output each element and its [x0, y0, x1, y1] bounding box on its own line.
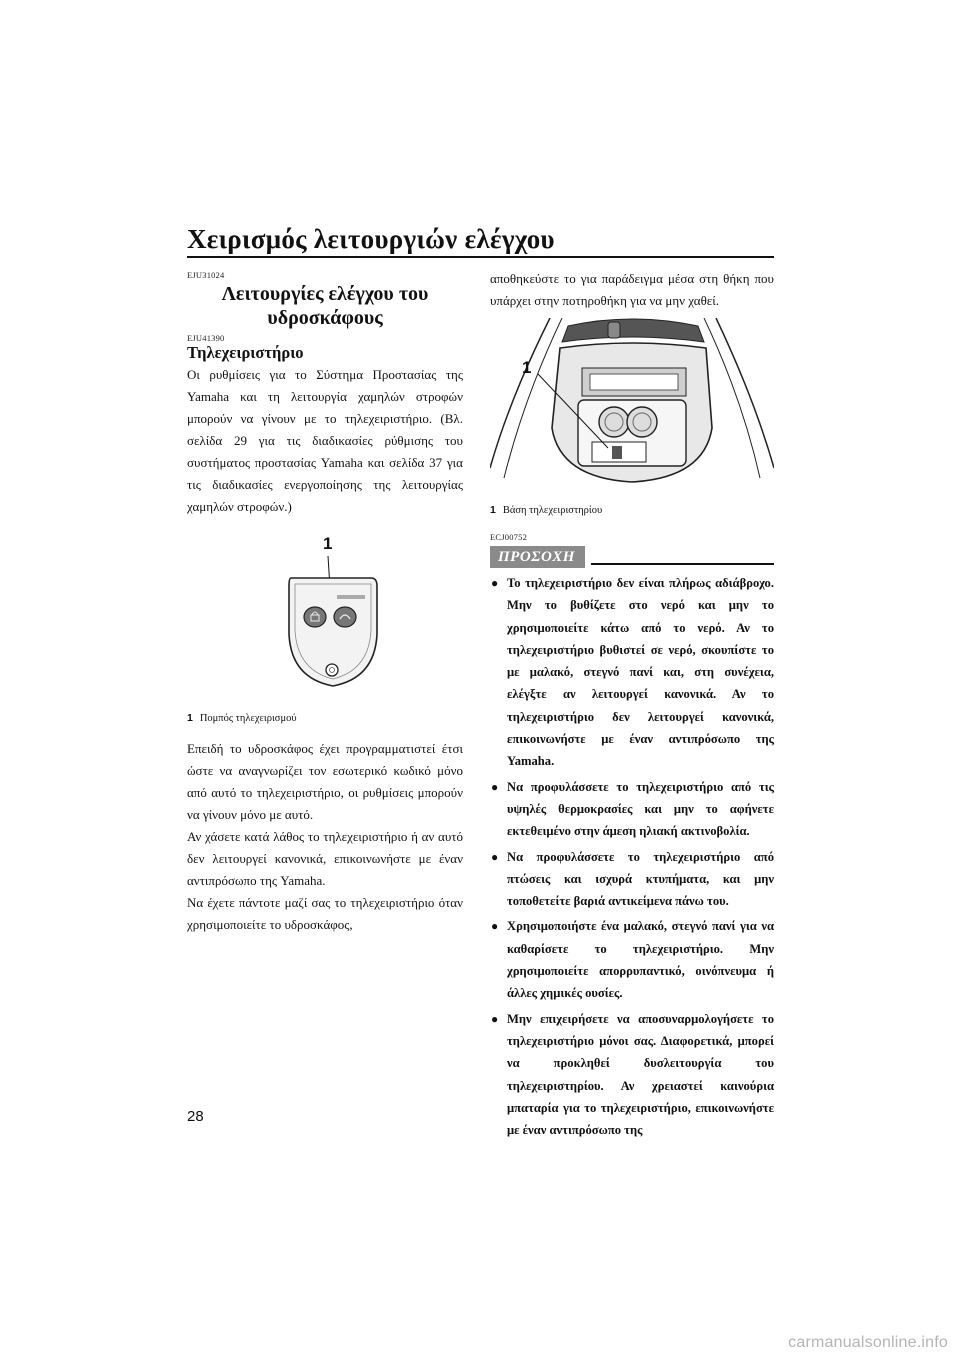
- header-rule: [187, 256, 774, 258]
- page-header-title: Χειρισμός λειτουργιών ελέγχου: [187, 224, 555, 254]
- paragraph: αποθηκεύστε το για παράδειγμα μέσα στη θήκη που υπάρχει στην ποτηροθήκη για να μην χαθεί.: [490, 271, 774, 308]
- figure-caption: 1 Βάση τηλεχειριστηρίου: [490, 504, 603, 516]
- bullet-icon: ●: [491, 1011, 499, 1026]
- paragraph: Αν χάσετε κατά λάθος το τηλεχειριστήριο ή αν αυτό δεν λειτουργεί κανονικά, επικοινωνήστε με έναν αντιπρόσωπο της Yamaha.: [187, 829, 463, 888]
- section-title-line-1: Λειτουργίες ελέγχου του: [221, 283, 429, 305]
- remote-holder-figure: [490, 318, 774, 498]
- caution-item: ● Χρησιμοποιήστε ένα μαλακό, στεγνό πανί για να καθαρίσετε το τηλεχειριστήριο. Μην χρησιμοποιείτε απορρυπαντικό, οινόπνευμα ή άλλες χημικές ουσίες.: [490, 915, 774, 1004]
- caution-item: ● Το τηλεχειριστήριο δεν είναι πλήρως αδιάβροχο. Μην το βυθίζετε στο νερό και μην το χρησιμοποιείτε κάτω από το νερό. Αν το τηλεχειριστήριο βυθιστεί σε νερό, σκουπίστε το με μαλακό, στεγνό πανί και, στη συνέχεια, ελέγξτε αν λειτουργεί κανονικά. Αν το τηλεχειριστήριο δεν λειτουργεί κανονικά, επικοινωνήστε με έναν αντιπρόσωπο της Yamaha.: [490, 572, 774, 773]
- caution-item: ● Να προφυλάσσετε το τηλεχειριστήριο από πτώσεις και ισχυρά κτυπήματα, και μην τοποθετείτε βαριά αντικείμενα πάνω του.: [490, 846, 774, 913]
- remote-transmitter-figure: [187, 534, 463, 710]
- right-column: [490, 270, 774, 1144]
- figure-callout: 1: [522, 358, 532, 377]
- caution-item: ● Μην επιχειρήσετε να αποσυναρμολογήσετε το τηλεχειριστήριο μόνοι σας. Διαφορετικά, μπορεί να προκληθεί δυσλειτουργία του τηλεχειριστηρίου. Αν χρειαστεί καινούρια μπαταρία για το τηλεχειριστήριο, επικοινωνήστε με έναν αντιπρόσωπο της: [490, 1008, 774, 1142]
- caution-header: [490, 546, 774, 568]
- watermark: carmanualsonline.info: [788, 1334, 948, 1351]
- page-number: 28: [187, 1108, 204, 1125]
- reference-code: EJU31024: [187, 270, 225, 280]
- subsection-title: Τηλεχειριστήριο: [187, 343, 304, 362]
- section-title-line-2: υδροσκάφους: [267, 307, 383, 329]
- figure-callout: 1: [323, 534, 333, 553]
- bullet-icon: ●: [491, 919, 499, 934]
- reference-code: EJU41390: [187, 333, 225, 343]
- bullet-icon: ●: [491, 779, 499, 794]
- caution-list: [490, 572, 774, 1141]
- bullet-icon: ●: [491, 849, 499, 864]
- reference-code: ECJ00752: [490, 532, 528, 542]
- section-title: [187, 282, 463, 330]
- paragraph: Οι ρυθμίσεις για το Σύστημα Προστασίας της Yamaha και τη λειτουργία χαμηλών στροφών μπορούν να γίνουν με το τηλεχειριστήριο. (Βλ. σελίδα 29 για τις διαδικασίες ρύθμισης του συστήματος προστασίας Yamaha και σελίδα 37 για τις διαδικασίες ενεργοποίησης της λειτουργίας χαμηλών στροφών.): [187, 367, 463, 514]
- remote-holder-illustration: [490, 318, 774, 498]
- figure-caption: 1 Πομπός τηλεχειρισμού: [187, 712, 297, 724]
- left-column: [187, 270, 463, 936]
- bullet-icon: ●: [491, 576, 499, 590]
- caution-badge: ΠΡΟΣΟΧΗ: [490, 546, 585, 568]
- remote-transmitter-illustration: [187, 538, 463, 710]
- caution-rule: [591, 563, 774, 565]
- paragraph: Να έχετε πάντοτε μαζί σας το τηλεχειριστήριο όταν χρησιμοποιείτε το υδροσκάφος,: [187, 895, 463, 932]
- caution-item: ● Να προφυλάσσετε το τηλεχειριστήριο από τις υψηλές θερμοκρασίες και μην το αφήνετε εκτεθειμένο στην άμεση ηλιακή ακτινοβολία.: [490, 776, 774, 843]
- paragraph: Επειδή το υδροσκάφος έχει προγραμματιστεί έτσι ώστε να αναγνωρίζει τον εσωτερικό κωδικό μόνο από αυτό το τηλεχειριστήριο, οι ρυθμίσεις μπορούν να γίνουν μόνο με αυτό.: [187, 741, 463, 822]
